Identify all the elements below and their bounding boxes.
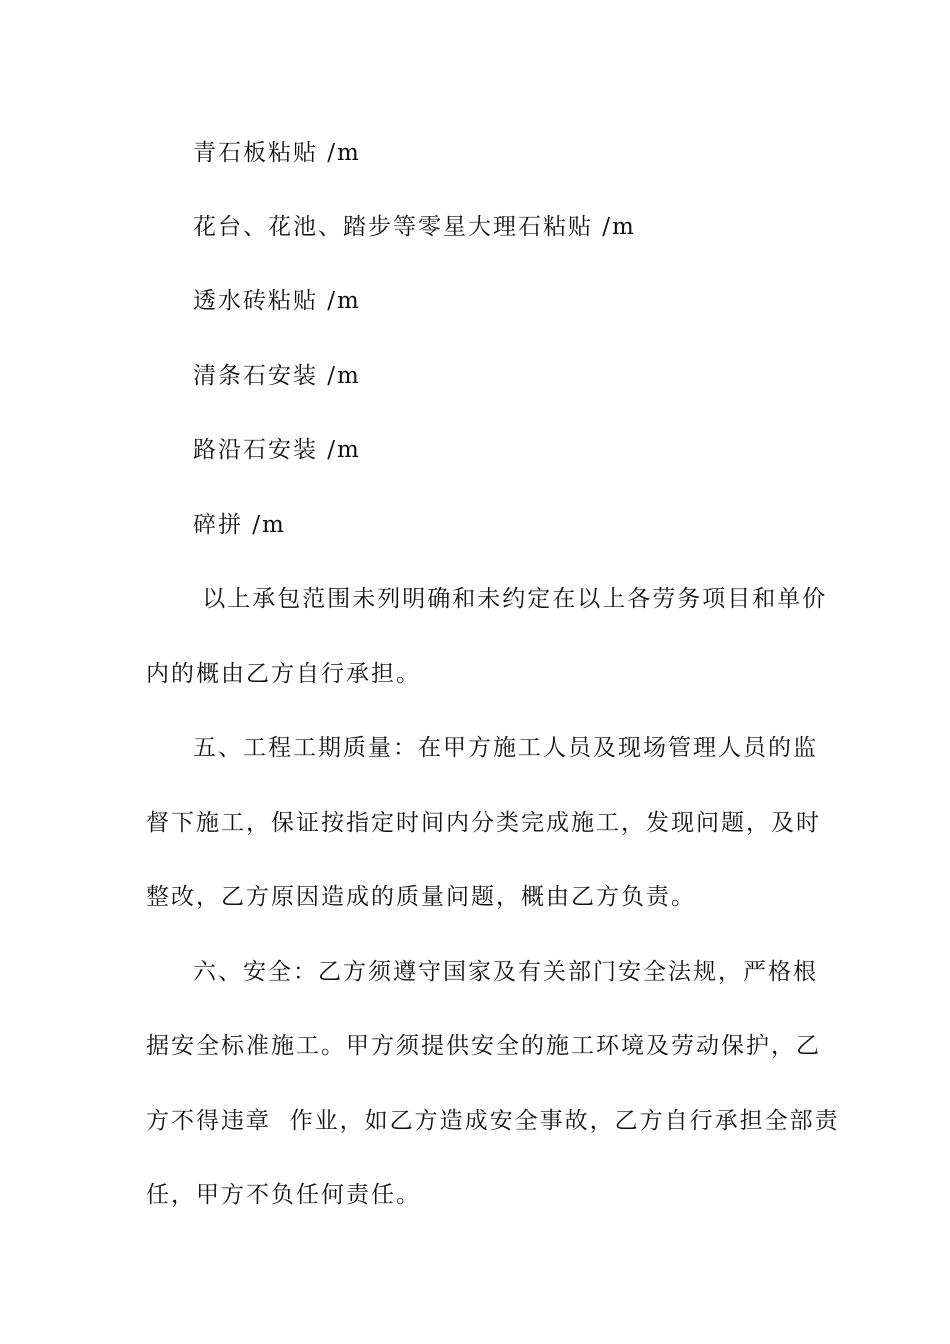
item-line: 清条石安装 /m — [193, 363, 361, 389]
paragraph-line: 以上承包范围未列明确和未约定在以上各劳务项目和单价 — [193, 586, 828, 612]
paragraph-line: 方不得违章 作业，如乙方造成安全事故，乙方自行承担全部责 — [146, 1108, 840, 1134]
paragraph-line: 督下施工，保证按指定时间内分类完成施工，发现问题，及时 — [146, 810, 821, 836]
paragraph-line: 据安全标准施工。甲方须提供安全的施工环境及劳动保护，乙 — [146, 1033, 821, 1059]
section-heading-safety: 六、安全：乙方须遵守国家及有关部门安全法规，严格根 — [193, 959, 818, 985]
item-line: 透水砖粘贴 /m — [193, 288, 361, 314]
item-line: 青石板粘贴 /m — [193, 140, 361, 166]
paragraph-line: 整改，乙方原因造成的质量问题，概由乙方负责。 — [146, 884, 696, 910]
item-line: 花台、花池、踏步等零星大理石粘贴 /m — [193, 214, 636, 240]
paragraph-line: 内的概由乙方自行承担。 — [146, 661, 421, 687]
section-heading-quality: 五、工程工期质量：在甲方施工人员及现场管理人员的监 — [193, 735, 818, 761]
item-line: 碎拼 /m — [193, 512, 286, 538]
item-line: 路沿石安装 /m — [193, 437, 361, 463]
paragraph-line: 任，甲方不负任何责任。 — [146, 1182, 421, 1208]
